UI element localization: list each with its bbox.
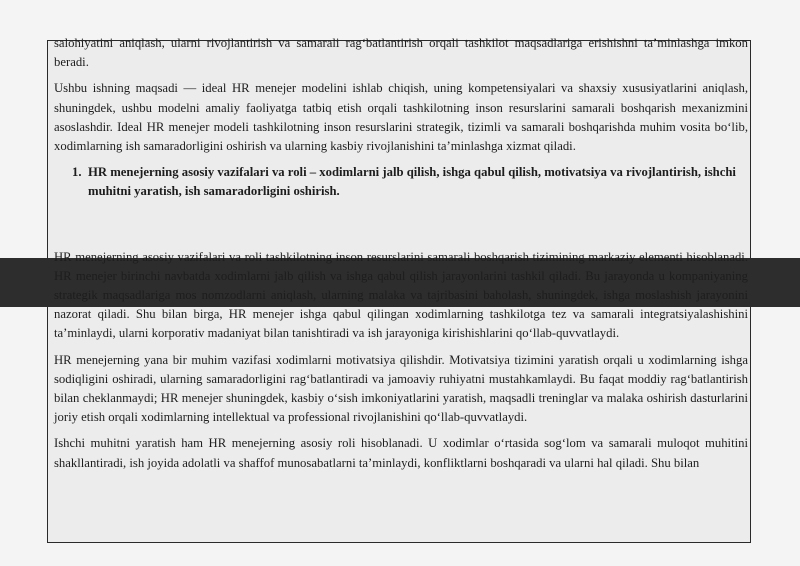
- paragraph-continued: salohiyatini aniqlash, ularni rivojlantirish va samarali rag‘batlantirish orqali tashkilot maqsadlariga erishishni ta’minlashga imkon beradi.: [54, 36, 748, 70]
- section-heading-text: HR menejerning asosiy vazifalari va roli – xodimlarni jalb qilish, ishga qabul qilish, motivatsiya va rivojlantirish, ishchi muhitni yaratish, ish samaradorligini oshirish.: [88, 165, 736, 199]
- paragraph-environment: Ishchi muhitni yaratish ham HR menejerning asosiy roli hisoblanadi. U xodimlar o‘rtasida sog‘lom va samarali muloqot muhitini shakllantiradi, ish joyida adolatli va shaffof munosabatlarni ta’minlaydi, konfliktlarni boshqaradi va ularni hal qiladi. Shu bilan: [54, 436, 748, 470]
- paragraph-purpose: Ushbu ishning maqsadi — ideal HR menejer modelini ishlab chiqish, uning kompetensiyalari va shaxsiy xususiyatlarini aniqlash, shuningdek, ushbu modelni amaliy faoliyatga tatbiq etish orqali tashkilotning inson resurslarini samarali boshqarish mexanizmini asoslashdir. Ideal HR menejer modeli tashkilotning inson resurslarini strategik, tizimli va samarali boshqarishda muhim vosita bo‘lib, xodimlarning ish samaradorligini oshirish va ularning kasbiy rivojlanishini ta’minlashga xizmat qiladi.: [54, 81, 748, 154]
- paragraph-duties: HR menejerning asosiy vazifalari va roli tashkilotning inson resurslarini samarali boshqarish tizimining markaziy elementi hisoblanadi. HR menejer birinchi navbatda xodimlarni jalb qilish va ishga qabul qilish jarayonlarini tashkil qiladi. Bu jarayonda u kompaniyaning strategik maqsadlariga mos nomzodlarni aniqlash, ularning malaka va tajribasini baholash, shuningdek, ishga moslashish jarayonini nazorat qiladi. Shu bilan birga, HR menejer ishga qabul qilingan xodimlarning tashkilotga tez va samarali integratsiyalashishini ta’minlaydi, ularni korporativ madaniyat bilan tanishtiradi va ish jarayoniga kirishishlarini qo‘llab-quvvatlaydi.: [54, 249, 748, 341]
- section-heading-number: 1.: [72, 165, 82, 180]
- section-heading-list: [54, 163, 748, 201]
- paragraph-motivation: HR menejerning yana bir muhim vazifasi xodimlarni motivatsiya qilishdir. Motivatsiya tizimini yaratish orqali u xodimlarning ishga sodiqligini oshiradi, ularning samaradorligini rag‘batlantiradi va jamoaviy ruhiyatni mustahkamlaydi. Bu faqat moddiy rag‘batlantirish bilan cheklanmaydi; HR menejer shuningdek, kasbiy o‘sish imkoniyatlarini yaratish, maqsadli treninglar va malaka oshirish dasturlarini joriy etish orqali xodimlarning intellektual va professional rivojlanishini qo‘llab-quvvatlaydi.: [54, 352, 748, 425]
- document-body: [54, 34, 748, 473]
- section-heading: [54, 163, 748, 201]
